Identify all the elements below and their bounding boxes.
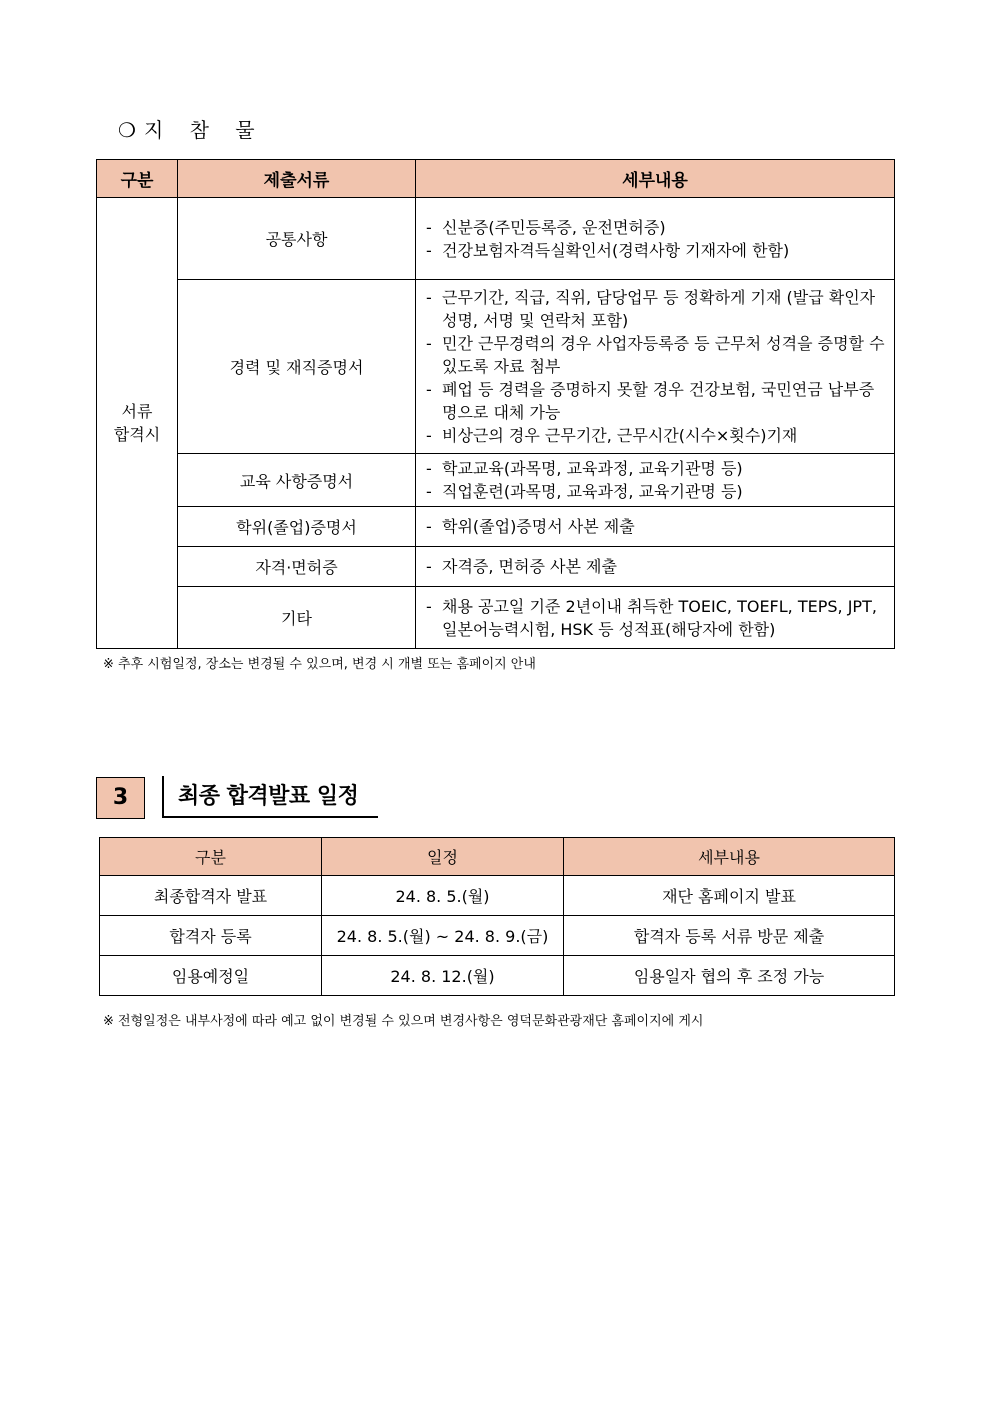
header-documents: 제출서류 [178, 160, 416, 198]
section-title: 지 참 물 [143, 118, 265, 142]
detail-item [426, 378, 886, 424]
dash-bullet-icon: - [426, 517, 432, 536]
header-details: 세부내용 [564, 838, 895, 876]
detail-item [426, 424, 886, 447]
detail-cell [416, 547, 895, 587]
schedule-category: 합격자 등록 [100, 916, 322, 956]
detail-text: 신분증(주민등록증, 운전면허증) [442, 217, 666, 237]
documents-table [96, 159, 895, 649]
group-cell [97, 198, 178, 649]
header-details: 세부내용 [416, 160, 895, 198]
table-row [100, 956, 895, 996]
detail-cell [416, 587, 895, 649]
dash-bullet-icon: - [426, 240, 432, 260]
table-row [100, 876, 895, 916]
table-row [97, 198, 895, 280]
table-header-row [97, 160, 895, 198]
detail-text: 자격증, 면허증 사본 제출 [442, 557, 617, 576]
detail-item [426, 595, 886, 641]
document-name: 자격·면허증 [178, 547, 416, 587]
detail-cell [416, 280, 895, 454]
document-name: 기타 [178, 587, 416, 649]
dash-bullet-icon: - [426, 482, 432, 501]
schedule-date: 24. 8. 12.(월) [322, 956, 564, 996]
schedule-table [99, 837, 895, 996]
circle-bullet-icon: ❍ [118, 118, 136, 142]
section-title-schedule: 최종 합격발표 일정 [162, 776, 378, 818]
table-row [100, 916, 895, 956]
document-name: 경력 및 재직증명서 [178, 280, 416, 454]
header-schedule: 일정 [322, 838, 564, 876]
document-name: 교육 사항증명서 [178, 454, 416, 507]
section-heading-documents [118, 114, 265, 143]
detail-cell [416, 454, 895, 507]
table-row [97, 547, 895, 587]
dash-bullet-icon: - [426, 557, 432, 576]
schedule-detail: 재단 홈페이지 발표 [564, 876, 895, 916]
detail-item [426, 555, 886, 578]
detail-text: 직업훈련(과목명, 교육과정, 교육기관명 등) [442, 482, 743, 501]
detail-item [426, 216, 886, 239]
section-number-badge: 3 [96, 777, 145, 819]
detail-cell [416, 507, 895, 547]
detail-item [426, 332, 886, 378]
detail-text: 채용 공고일 기준 2년이내 취득한 TOEIC, TOEFL, TEPS, JPT, 일본어능력시험, HSK 등 성적표(해당자에 한함) [442, 596, 877, 639]
dash-bullet-icon: - [426, 596, 432, 616]
detail-text: 폐업 등 경력을 증명하지 못할 경우 건강보험, 국민연금 납부증명으로 대체 가능 [442, 380, 875, 422]
table-row [97, 280, 895, 454]
schedule-category: 최종합격자 발표 [100, 876, 322, 916]
schedule-note: ※ 전형일정은 내부사정에 따라 예고 없이 변경될 수 있으며 변경사항은 영덕문화관광재단 홈페이지에 게시 [103, 1014, 704, 1029]
document-name: 학위(졸업)증명서 [178, 507, 416, 547]
detail-text: 근무기간, 직급, 직위, 담당업무 등 정확하게 기재 (발급 확인자 성명, 서명 및 연락처 포함) [442, 288, 876, 330]
dash-bullet-icon: - [426, 334, 432, 353]
dash-bullet-icon: - [426, 426, 432, 445]
dash-bullet-icon: - [426, 380, 432, 399]
schedule-detail: 합격자 등록 서류 방문 제출 [564, 916, 895, 956]
group-label: 서류 합격시 [113, 402, 161, 444]
detail-cell [416, 198, 895, 280]
detail-item [426, 515, 886, 538]
table-header-row [100, 838, 895, 876]
detail-text: 비상근의 경우 근무기간, 근무시간(시수×횟수)기재 [442, 426, 798, 445]
detail-item [426, 239, 886, 262]
schedule-detail: 임용일자 협의 후 조정 가능 [564, 956, 895, 996]
detail-item [426, 457, 886, 480]
table-row [97, 454, 895, 507]
header-category: 구분 [97, 160, 178, 198]
detail-text: 건강보험자격득실확인서(경력사항 기재자에 한함) [442, 240, 790, 260]
detail-item [426, 286, 886, 332]
schedule-date: 24. 8. 5.(월) [322, 876, 564, 916]
header-category: 구분 [100, 838, 322, 876]
dash-bullet-icon: - [426, 217, 432, 237]
schedule-date: 24. 8. 5.(월) ~ 24. 8. 9.(금) [322, 916, 564, 956]
detail-text: 민간 근무경력의 경우 사업자등록증 등 근무처 성격을 증명할 수 있도록 자료 첨부 [442, 334, 885, 376]
document-name: 공통사항 [178, 198, 416, 280]
detail-text: 학교교육(과목명, 교육과정, 교육기관명 등) [442, 459, 743, 478]
documents-note: ※ 추후 시험일정, 장소는 변경될 수 있으며, 변경 시 개별 또는 홈페이지 안내 [103, 657, 536, 672]
detail-item [426, 480, 886, 503]
dash-bullet-icon: - [426, 459, 432, 478]
dash-bullet-icon: - [426, 288, 432, 307]
detail-text: 학위(졸업)증명서 사본 제출 [442, 517, 635, 536]
table-row [97, 587, 895, 649]
table-row [97, 507, 895, 547]
schedule-category: 임용예정일 [100, 956, 322, 996]
